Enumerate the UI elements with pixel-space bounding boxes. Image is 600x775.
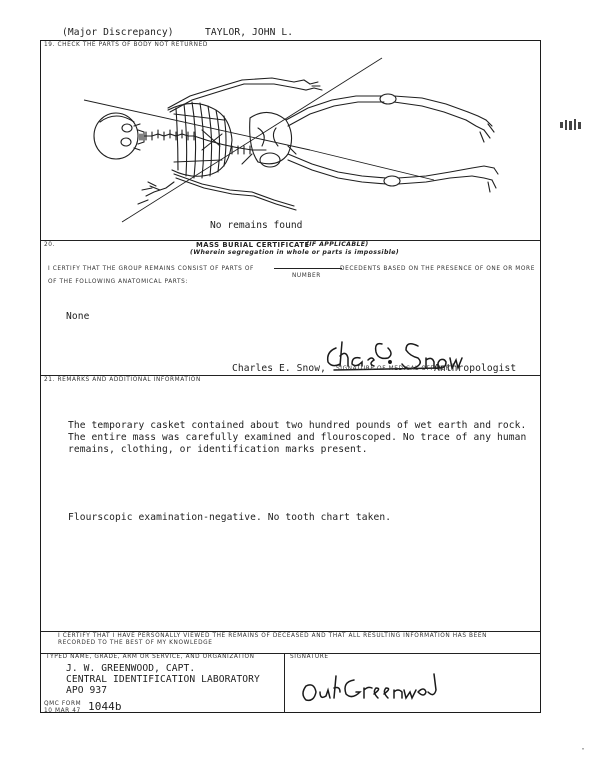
left-leg-figure: [288, 154, 498, 192]
typed-name-line-2: CENTRAL IDENTIFICATION LABORATORY: [66, 674, 260, 685]
form-date: 10 MAR 47: [44, 708, 81, 714]
certification-line-2: RECORDED TO THE BEST OF MY KNOWLEDGE: [58, 640, 213, 646]
no-remains-caption: No remains found: [210, 220, 303, 231]
remarks-line-3: remains, clothing, or identification marks present.: [68, 444, 368, 455]
signature-label: SIGNATURE: [290, 654, 329, 660]
certification-line-1: I CERTIFY THAT I HAVE PERSONALLY VIEWED THE REMAINS OF DECEASED AND THAT ALL RESULTING INFORMATION HAS BEEN: [58, 633, 488, 639]
right-leg-figure: [286, 94, 494, 142]
form-label: QMC FORM: [44, 701, 82, 707]
signer-label: SIGNATURE OF MEDICAL OFFICER: [336, 366, 451, 372]
scan-dot: ·: [580, 744, 587, 755]
section-20-title: MASS BURIAL CERTIFICATE: [196, 241, 310, 249]
flouroscopic-remark: Flourscopic examination-negative. No tooth chart taken.: [68, 512, 392, 523]
form-number: 1044b: [88, 700, 122, 713]
signer-title: Anthropologist: [434, 363, 517, 374]
section-20-subtitle: (Wherein segregation in whole or parts is impossible): [190, 249, 400, 256]
section-19-label: 19. CHECK THE PARTS OF BODY NOT RETURNED: [44, 42, 208, 48]
skull-figure: [94, 113, 144, 159]
right-arm-figure: [168, 78, 322, 112]
section-20-title-suffix: (IF APPLICABLE): [306, 241, 369, 248]
left-arm-figure: [138, 174, 296, 210]
certify-line-1-end: DECEDENTS BASED ON THE PRESENCE OF ONE OR MORE: [340, 266, 535, 272]
number-label: NUMBER: [292, 273, 321, 279]
certify-line-1: I CERTIFY THAT THE GROUP REMAINS CONSIST OF PARTS OF: [48, 266, 254, 272]
rule-certification: [41, 631, 540, 632]
section-21-label: 21. REMARKS AND ADDITIONAL INFORMATION: [44, 377, 201, 383]
pelvis-figure: [242, 112, 296, 167]
rule-signature-divider: [284, 653, 285, 713]
rule-number-blank: [274, 268, 342, 269]
rule-section-21: [41, 375, 540, 376]
signature-greenwood: [298, 668, 438, 706]
remarks-line-2: The entire mass was carefully examined and flouroscoped. No trace of any human: [68, 432, 527, 443]
certify-line-2: OF THE FOLLOWING ANATOMICAL PARTS:: [48, 279, 188, 285]
typed-name-line-1: J. W. GREENWOOD, CAPT.: [66, 663, 196, 674]
signer-name: Charles E. Snow,: [232, 363, 327, 374]
ribcage-figure: [168, 102, 232, 178]
discrepancy-note: (Major Discrepancy): [62, 27, 174, 38]
typed-name-label: TYPED NAME, GRADE, ARM OR SERVICE, AND ORGANIZATION: [46, 654, 255, 660]
section-20-number: 20.: [44, 242, 56, 248]
decedent-name: TAYLOR, JOHN L.: [205, 27, 294, 38]
typed-name-line-3: APO 937: [66, 685, 108, 696]
scan-speck: [560, 118, 584, 134]
parts-entry: None: [66, 311, 90, 322]
skeleton-chart: [82, 50, 502, 231]
spine-figure: [144, 130, 266, 154]
remarks-line-1: The temporary casket contained about two hundred pounds of wet earth and rock.: [68, 420, 527, 431]
